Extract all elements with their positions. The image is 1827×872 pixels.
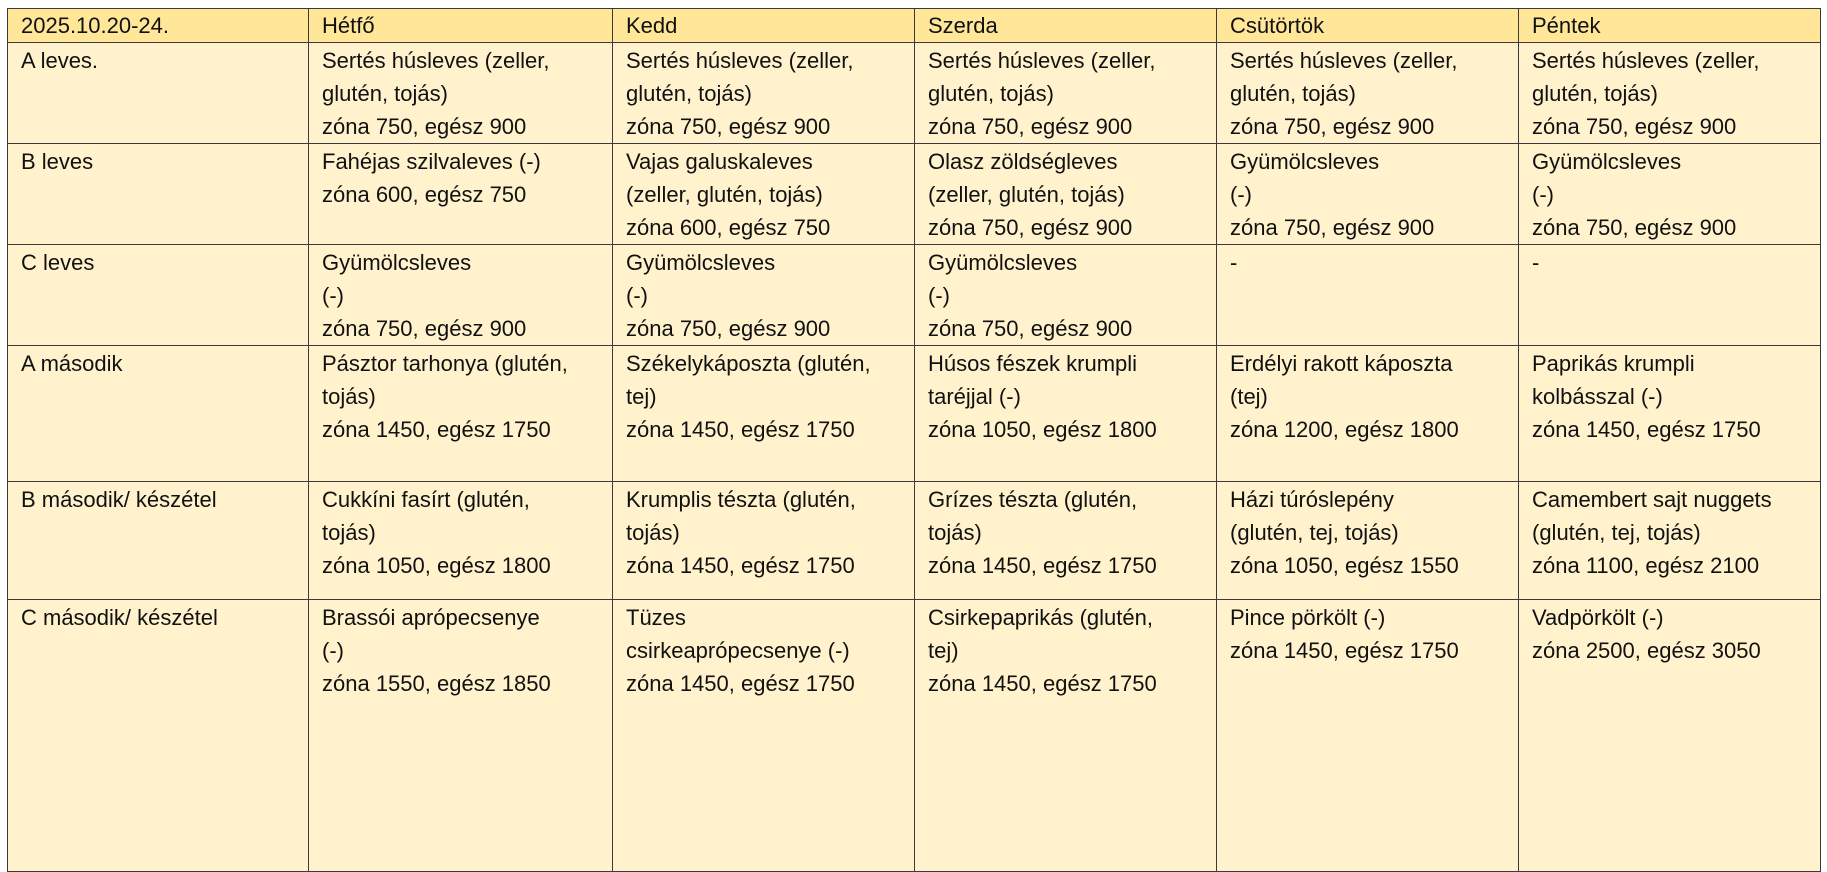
menu-cell-line: zóna 1100, egész 2100 bbox=[1532, 553, 1760, 578]
menu-cell-line: tej) bbox=[626, 384, 657, 409]
menu-cell-wednesday bbox=[915, 600, 1217, 872]
menu-cell-line: Csirkepaprikás (glutén, bbox=[928, 605, 1153, 630]
menu-cell-line: Tüzes bbox=[626, 605, 686, 630]
menu-cell-line: Vadpörkölt (-) bbox=[1532, 605, 1664, 630]
menu-cell-tuesday bbox=[613, 144, 915, 245]
menu-cell-line: glutén, tojás) bbox=[928, 81, 1054, 106]
menu-cell-line: glutén, tojás) bbox=[626, 81, 752, 106]
weekly-menu-table bbox=[7, 8, 1821, 872]
menu-cell-line: csirkeaprópecsenye (-) bbox=[626, 638, 850, 663]
menu-cell-line: zóna 750, egész 900 bbox=[1532, 114, 1737, 139]
course-label: A leves. bbox=[8, 43, 309, 144]
menu-cell-line: Székelykáposzta (glutén, bbox=[626, 351, 871, 376]
menu-row bbox=[8, 43, 1821, 144]
menu-cell-tuesday bbox=[613, 346, 915, 482]
menu-cell-friday bbox=[1519, 245, 1821, 346]
menu-cell-monday bbox=[309, 144, 613, 245]
menu-cell-line: (-) bbox=[1532, 182, 1554, 207]
menu-cell-line: (-) bbox=[1230, 182, 1252, 207]
menu-cell-monday bbox=[309, 346, 613, 482]
menu-cell-line: kolbásszal (-) bbox=[1532, 384, 1663, 409]
day-header-monday: Hétfő bbox=[309, 9, 613, 43]
day-header-tuesday: Kedd bbox=[613, 9, 915, 43]
menu-cell-line: Erdélyi rakott káposzta bbox=[1230, 351, 1453, 376]
menu-cell-thursday bbox=[1217, 144, 1519, 245]
menu-cell-line: Paprikás krumpli bbox=[1532, 351, 1695, 376]
menu-cell-line: Gyümölcsleves bbox=[322, 250, 472, 275]
date-range-header: 2025.10.20-24. bbox=[8, 9, 309, 43]
menu-row bbox=[8, 245, 1821, 346]
menu-cell-line: Gyümölcsleves bbox=[1532, 149, 1682, 174]
menu-cell-line: zóna 1450, egész 1750 bbox=[626, 417, 855, 442]
menu-cell-tuesday bbox=[613, 43, 915, 144]
menu-cell-line: tojás) bbox=[322, 520, 376, 545]
menu-cell-line: zóna 1200, egész 1800 bbox=[1230, 417, 1459, 442]
menu-cell-line: Cukkíni fasírt (glutén, bbox=[322, 487, 530, 512]
menu-cell-line: zóna 600, egész 750 bbox=[322, 182, 527, 207]
menu-cell-line: (-) bbox=[322, 283, 344, 308]
menu-cell-line: Fahéjas szilvaleves (-) bbox=[322, 149, 541, 174]
menu-cell-thursday bbox=[1217, 346, 1519, 482]
menu-cell-line: tojás) bbox=[626, 520, 680, 545]
menu-cell-line: zóna 750, egész 900 bbox=[1230, 215, 1435, 240]
menu-cell-line: zóna 750, egész 900 bbox=[626, 114, 831, 139]
course-label: B második/ készétel bbox=[8, 482, 309, 600]
menu-cell-wednesday bbox=[915, 144, 1217, 245]
menu-cell-line: zóna 1450, egész 1750 bbox=[626, 671, 855, 696]
menu-cell-line: zóna 1450, egész 1750 bbox=[322, 417, 551, 442]
menu-cell-line: zóna 750, egész 900 bbox=[928, 316, 1133, 341]
menu-cell-line: Camembert sajt nuggets bbox=[1532, 487, 1772, 512]
menu-cell-line: zóna 1050, egész 1800 bbox=[928, 417, 1157, 442]
menu-cell-line: zóna 1050, egész 1800 bbox=[322, 553, 551, 578]
menu-cell-thursday bbox=[1217, 245, 1519, 346]
menu-cell-line: (-) bbox=[626, 283, 648, 308]
menu-cell-line: zóna 1450, egész 1750 bbox=[1230, 638, 1459, 663]
menu-cell-friday bbox=[1519, 144, 1821, 245]
menu-cell-line: tojás) bbox=[322, 384, 376, 409]
menu-cell-tuesday bbox=[613, 600, 915, 872]
menu-cell-line: Grízes tészta (glutén, bbox=[928, 487, 1138, 512]
menu-cell-wednesday bbox=[915, 245, 1217, 346]
menu-cell-line: glutén, tojás) bbox=[1230, 81, 1356, 106]
menu-cell-monday bbox=[309, 245, 613, 346]
menu-cell-line: glutén, tojás) bbox=[322, 81, 448, 106]
menu-cell-monday bbox=[309, 600, 613, 872]
menu-body bbox=[8, 43, 1821, 872]
menu-row bbox=[8, 482, 1821, 600]
menu-cell-line: glutén, tojás) bbox=[1532, 81, 1658, 106]
menu-cell-line: zóna 750, egész 900 bbox=[626, 316, 831, 341]
course-label: A második bbox=[8, 346, 309, 482]
course-label: B leves bbox=[8, 144, 309, 245]
menu-cell-friday bbox=[1519, 43, 1821, 144]
menu-cell-line: zóna 750, egész 900 bbox=[928, 215, 1133, 240]
menu-row bbox=[8, 600, 1821, 872]
menu-cell-wednesday bbox=[915, 482, 1217, 600]
day-header-wednesday: Szerda bbox=[915, 9, 1217, 43]
menu-cell-line: Krumplis tészta (glutén, bbox=[626, 487, 856, 512]
menu-cell-line: Gyümölcsleves bbox=[1230, 149, 1380, 174]
menu-cell-line: (-) bbox=[322, 638, 344, 663]
menu-cell-line: Sertés húsleves (zeller, bbox=[1230, 48, 1458, 73]
menu-cell-line: Pásztor tarhonya (glutén, bbox=[322, 351, 568, 376]
menu-cell-line: - bbox=[1532, 250, 1540, 275]
menu-cell-line: Olasz zöldségleves bbox=[928, 149, 1118, 174]
menu-cell-friday bbox=[1519, 600, 1821, 872]
day-header-friday: Péntek bbox=[1519, 9, 1821, 43]
header-row bbox=[8, 9, 1821, 43]
menu-cell-line: zóna 750, egész 900 bbox=[1532, 215, 1737, 240]
menu-cell-line: zóna 1450, egész 1750 bbox=[626, 553, 855, 578]
menu-cell-line: taréjjal (-) bbox=[928, 384, 1021, 409]
menu-cell-line: Sertés húsleves (zeller, bbox=[626, 48, 854, 73]
menu-cell-line: Gyümölcsleves bbox=[626, 250, 776, 275]
menu-cell-line: zóna 750, egész 900 bbox=[322, 316, 527, 341]
menu-cell-tuesday bbox=[613, 245, 915, 346]
menu-cell-line: tojás) bbox=[928, 520, 982, 545]
course-label: C leves bbox=[8, 245, 309, 346]
menu-cell-line: tej) bbox=[928, 638, 959, 663]
menu-cell-friday bbox=[1519, 346, 1821, 482]
menu-cell-friday bbox=[1519, 482, 1821, 600]
menu-cell-thursday bbox=[1217, 482, 1519, 600]
menu-cell-thursday bbox=[1217, 600, 1519, 872]
menu-cell-line: zóna 750, egész 900 bbox=[928, 114, 1133, 139]
menu-cell-line: zóna 1450, egész 1750 bbox=[1532, 417, 1761, 442]
menu-cell-line: Húsos fészek krumpli bbox=[928, 351, 1138, 376]
menu-cell-line: Gyümölcsleves bbox=[928, 250, 1078, 275]
menu-cell-line: zóna 2500, egész 3050 bbox=[1532, 638, 1761, 663]
menu-row bbox=[8, 346, 1821, 482]
day-header-thursday: Csütörtök bbox=[1217, 9, 1519, 43]
menu-cell-line: zóna 1450, egész 1750 bbox=[928, 671, 1157, 696]
menu-cell-wednesday bbox=[915, 43, 1217, 144]
menu-cell-wednesday bbox=[915, 346, 1217, 482]
menu-cell-monday bbox=[309, 482, 613, 600]
menu-cell-monday bbox=[309, 43, 613, 144]
menu-cell-line: Vajas galuskaleves bbox=[626, 149, 813, 174]
menu-cell-line: (zeller, glutén, tojás) bbox=[928, 182, 1125, 207]
menu-cell-line: (tej) bbox=[1230, 384, 1268, 409]
menu-cell-line: - bbox=[1230, 250, 1238, 275]
menu-cell-line: zóna 1050, egész 1550 bbox=[1230, 553, 1459, 578]
menu-cell-line: (-) bbox=[928, 283, 950, 308]
menu-cell-line: Házi túróslepény bbox=[1230, 487, 1394, 512]
menu-cell-line: (zeller, glutén, tojás) bbox=[626, 182, 823, 207]
menu-cell-line: Sertés húsleves (zeller, bbox=[928, 48, 1156, 73]
menu-cell-line: Sertés húsleves (zeller, bbox=[1532, 48, 1760, 73]
menu-cell-line: Pince pörkölt (-) bbox=[1230, 605, 1386, 630]
menu-cell-line: zóna 750, egész 900 bbox=[1230, 114, 1435, 139]
menu-cell-line: Brassói aprópecsenye bbox=[322, 605, 540, 630]
menu-cell-line: zóna 750, egész 900 bbox=[322, 114, 527, 139]
menu-cell-line: (glutén, tej, tojás) bbox=[1532, 520, 1701, 545]
menu-cell-line: zóna 1550, egész 1850 bbox=[322, 671, 551, 696]
menu-cell-thursday bbox=[1217, 43, 1519, 144]
menu-cell-line: Sertés húsleves (zeller, bbox=[322, 48, 550, 73]
menu-cell-tuesday bbox=[613, 482, 915, 600]
menu-cell-line: zóna 1450, egész 1750 bbox=[928, 553, 1157, 578]
course-label: C második/ készétel bbox=[8, 600, 309, 872]
menu-row bbox=[8, 144, 1821, 245]
menu-cell-line: zóna 600, egész 750 bbox=[626, 215, 831, 240]
menu-cell-line: (glutén, tej, tojás) bbox=[1230, 520, 1399, 545]
